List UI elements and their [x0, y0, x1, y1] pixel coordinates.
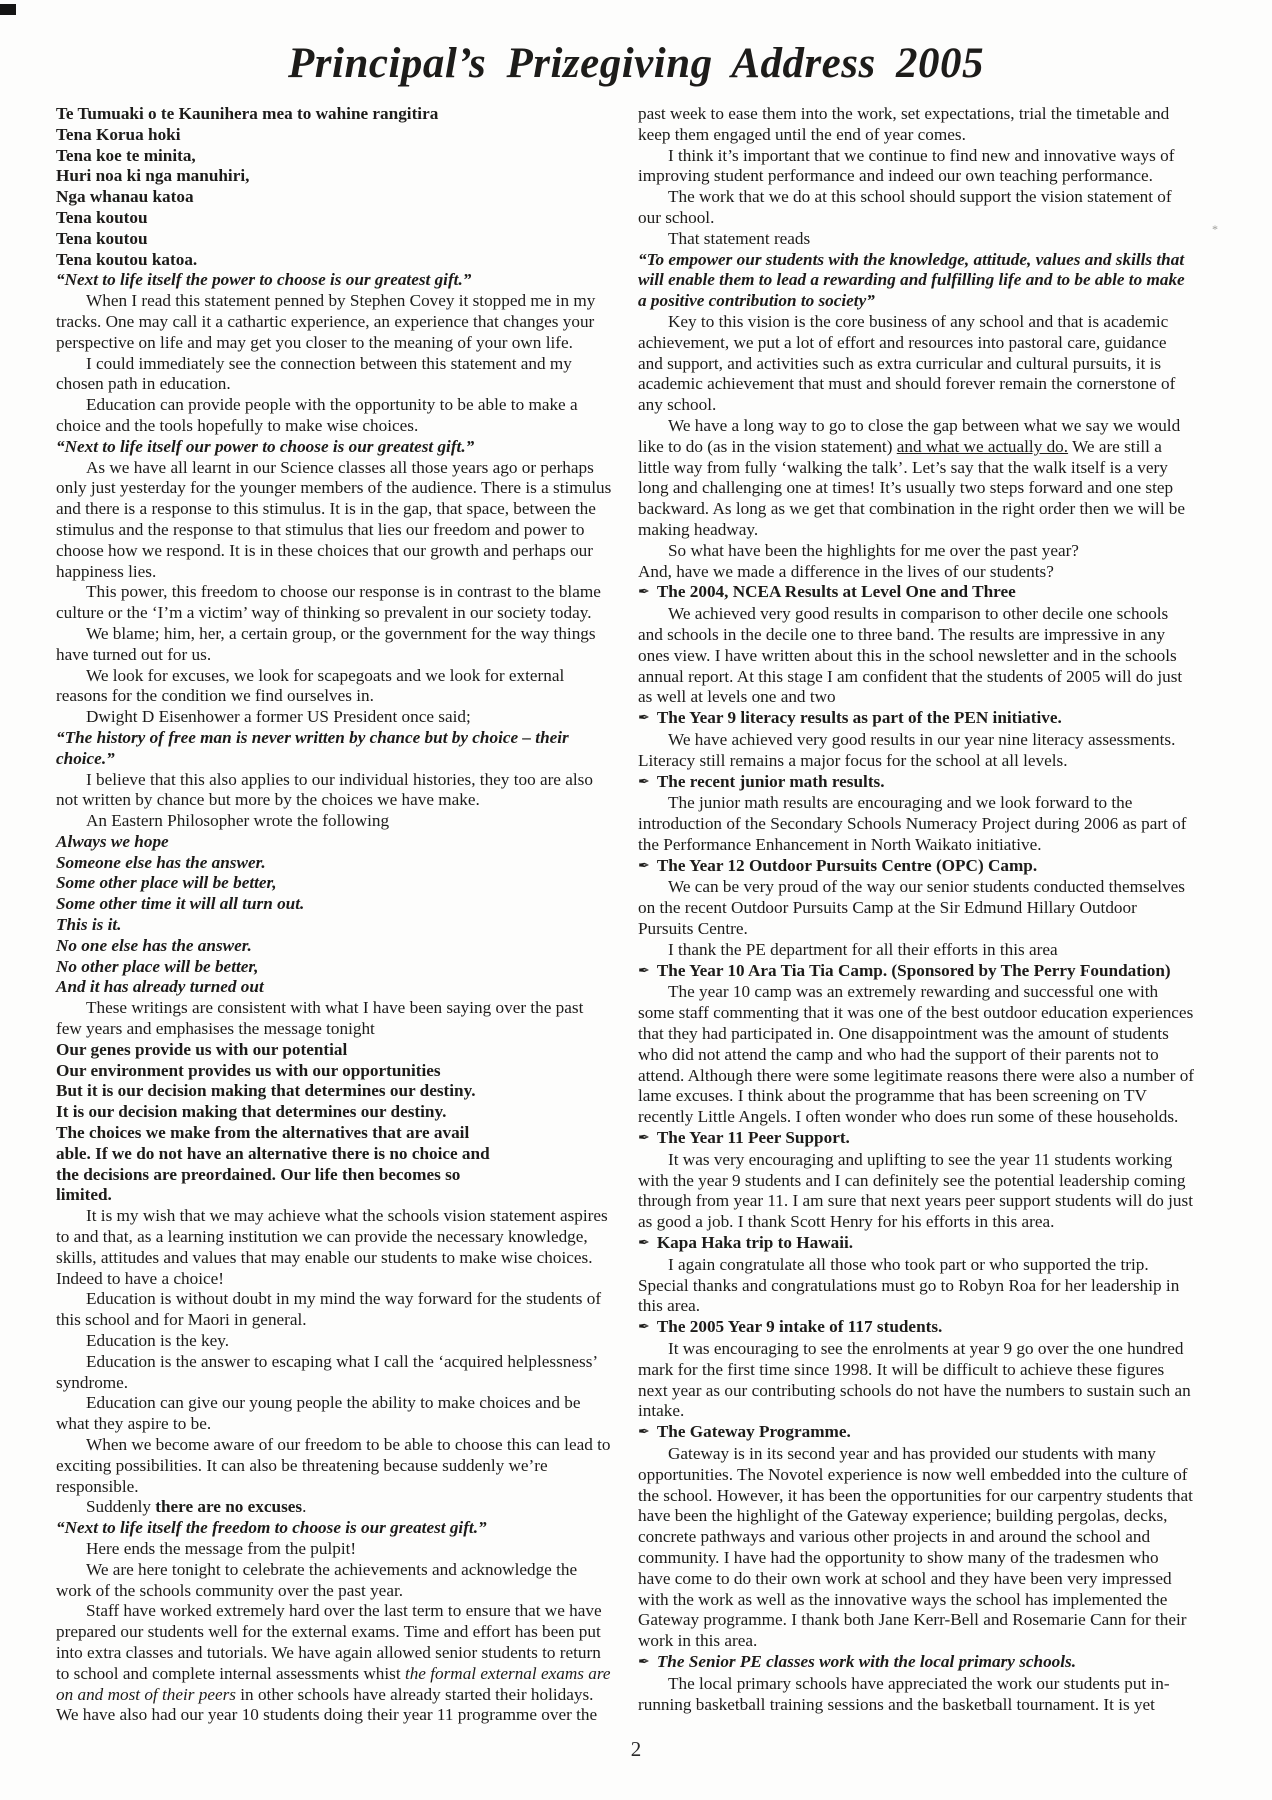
text-segment: But it is our decision making that determines our destiny. — [56, 1081, 476, 1101]
text-segment: able. If we do not have an alternative there is no choice and — [56, 1143, 490, 1163]
text-segment: Education can provide people with the opportunity to be able to make a choice and the tools hopefully to make wise choices. — [56, 395, 578, 435]
text-segment: The 2005 Year 9 intake of 117 students. — [656, 1317, 943, 1337]
paragraph — [56, 1144, 612, 1165]
text-segment: Some other time it will all turn out. — [56, 894, 305, 914]
pen-bullet-icon: ✒ — [638, 1319, 650, 1336]
text-segment: We achieved very good results in comparison to other decile one schools and schools in the decile one to three band. The results are impressive in any ones view. I have written about this in the school newsletter and in the schools annual report. At this stage I am confident that the students of 2005 will do just as well at levels one and two — [638, 604, 1183, 707]
text-segment: We can be very proud of the way our senior students conducted themselves on the recent Outdoor Pursuits Camp at the Sir Edmund Hillary Outdoor Pursuits Centre. — [638, 877, 1185, 939]
pen-bullet-icon: ✒ — [638, 1424, 650, 1441]
paragraph — [56, 146, 612, 167]
pen-bullet-icon: ✒ — [638, 773, 650, 790]
paragraph — [56, 1539, 612, 1560]
pen-bullet-icon: ✒ — [638, 710, 650, 727]
section-heading — [638, 582, 1194, 604]
text-segment: The 2004, NCEA Results at Level One and Three — [656, 582, 1016, 602]
paragraph — [638, 877, 1194, 939]
paragraph — [638, 229, 1194, 250]
text-segment: Suddenly — [86, 1497, 156, 1517]
text-segment: Tena koutou katoa. — [56, 249, 198, 269]
paragraph — [56, 1601, 612, 1726]
paragraph — [638, 1674, 1194, 1716]
paragraph — [638, 1255, 1194, 1317]
text-segment: As we have all learnt in our Science classes all those years ago or perhaps only just yesterday for the younger members of the audience. There is a stimulus and there is a response to this stimulus. It is in the gap, that space, between the stimulus and the response to that stimulus that lies our freedom and power to choose how we respond. It is in these choices that our growth and perhaps our happiness lies. — [56, 457, 612, 581]
paragraph — [56, 166, 612, 187]
paragraph — [56, 853, 612, 874]
paragraph — [56, 582, 612, 624]
paragraph — [638, 1339, 1194, 1422]
text-segment: We are here tonight to celebrate the achievements and acknowledge the work of the schools community over the past year. — [56, 1559, 578, 1600]
paragraph — [56, 1518, 612, 1539]
text-segment: Here ends the message from the pulpit! — [86, 1538, 357, 1558]
text-segment: “Next to life itself the power to choose is our greatest gift.” — [56, 270, 472, 290]
paragraph — [638, 1444, 1194, 1652]
page-number: 2 — [630, 1737, 642, 1761]
paragraph — [56, 936, 612, 957]
pen-bullet-icon: ✒ — [638, 962, 650, 979]
text-segment: The choices we make from the alternatives that are avail — [56, 1123, 470, 1143]
text-segment: This power, this freedom to choose our response is in contrast to the blame culture or the ‘I’m a victim’ way of thinking so prevalent in our society today. — [56, 582, 601, 623]
text-segment: there are no excuses — [155, 1497, 303, 1517]
text-segment: These writings are consistent with what I have been saying over the past few years and emphasises the message tonight — [56, 998, 584, 1039]
paragraph — [56, 1123, 612, 1144]
text-segment: The Year 10 Ara Tia Tia Camp. (Sponsored by The Perry Foundation) — [656, 960, 1171, 980]
section-heading — [638, 1128, 1194, 1150]
text-segment: The Gateway Programme. — [656, 1422, 851, 1442]
text-segment: It was encouraging to see the enrolments at year 9 go over the one hundred mark for the first time since 1998. It will be difficult to achieve these figures next year as our contributing schools do not have the numbers to sustain such an intake. — [638, 1339, 1191, 1421]
section-heading — [638, 856, 1194, 878]
paragraph — [56, 1560, 612, 1602]
text-segment: The Year 11 Peer Support. — [656, 1128, 850, 1148]
text-segment: We have achieved very good results in our year nine literacy assessments. Literacy still remains a major focus for the school at all levels. — [638, 729, 1176, 770]
text-segment: Some other place will be better, — [56, 873, 277, 893]
scan-artifact: * — [1212, 222, 1218, 236]
paragraph — [56, 811, 612, 832]
paragraph — [638, 541, 1194, 562]
paragraph — [638, 940, 1194, 961]
pen-bullet-icon: ✒ — [638, 857, 650, 874]
text-segment: Kapa Haka trip to Hawaii. — [656, 1233, 854, 1253]
paragraph — [56, 707, 612, 728]
text-segment: Dwight D Eisenhower a former US President once said; — [86, 707, 471, 727]
paragraph — [56, 1497, 612, 1518]
paragraph — [56, 354, 612, 396]
text-segment: I believe that this also applies to our individual histories, they too are also not written by chance but more by the choices we have make. — [56, 769, 593, 810]
pen-bullet-icon: ✒ — [638, 584, 650, 601]
text-segment: and what we actually do. — [896, 436, 1069, 456]
paragraph — [638, 104, 1194, 146]
text-segment: Nga whanau katoa — [56, 187, 194, 207]
paragraph — [56, 250, 612, 271]
paragraph — [638, 730, 1194, 772]
section-heading — [638, 1233, 1194, 1255]
text-segment: Tena koutou — [56, 228, 148, 248]
paragraph — [638, 982, 1194, 1128]
pen-bullet-icon: ✒ — [638, 1130, 650, 1147]
section-heading — [638, 1317, 1194, 1339]
text-segment: . — [302, 1497, 307, 1517]
paragraph — [56, 1165, 612, 1186]
text-segment: The junior math results are encouraging and we look forward to the introduction of the Secondary Schools Numeracy Project during 2006 as part of the Performance Enhancement in North Waikato initiative. — [638, 793, 1187, 854]
text-segment: It is our decision making that determines our destiny. — [56, 1102, 447, 1122]
text-segment: No one else has the answer. — [56, 935, 252, 955]
text-segment: Gateway is in its second year and has provided our students with many opportunities. The Novotel experience is now well embedded into the culture of the school. However, it has been the opportunities for our carpentry students that have been the highlight of the Gateway experience; building pergolas, decks, concrete pathways and various other projects in and around the school and community. I have had the opportunity to show many of the tradesmen who have come to do their own work at school and they have been very impressed with the work as well as the innovative ways the school has implemented the Gateway programme. I thank both Jane Kerr-Bell and Rosemarie Cann for their work in this area. — [638, 1444, 1193, 1651]
text-segment: The work that we do at this school should support the vision statement of our school. — [638, 187, 1172, 227]
text-segment: I could immediately see the connection between this statement and my chosen path in education. — [56, 353, 572, 394]
paragraph — [56, 1435, 612, 1497]
text-segment: That statement reads — [668, 228, 811, 248]
left-column — [56, 104, 612, 1726]
paragraph — [56, 957, 612, 978]
paragraph — [56, 1081, 612, 1102]
text-segment: The Year 12 Outdoor Pursuits Centre (OPC) Camp. — [656, 855, 1038, 875]
paragraph — [56, 125, 612, 146]
text-segment: Key to this vision is the core business of any school and that is academic achievement, we put a lot of effort and resources into pastoral care, guidance and support, and activities such as extra curricular and cultural pursuits, it is academic achievement that must and should forever remain the cornerstone of any school. — [638, 311, 1176, 415]
section-heading — [638, 1422, 1194, 1444]
page-title: Principal’s Prizegiving Address 2005 — [288, 40, 984, 87]
section-heading — [638, 1652, 1194, 1674]
paragraph — [56, 1040, 612, 1061]
text-segment: Tena koutou — [56, 207, 148, 227]
paragraph — [638, 604, 1194, 708]
text-segment: “Next to life itself the freedom to choose is our greatest gift.” — [56, 1518, 487, 1538]
paragraph — [56, 104, 612, 125]
paragraph — [56, 1185, 612, 1206]
paragraph — [56, 894, 612, 915]
text-segment: the decisions are preordained. Our life then becomes so — [56, 1164, 461, 1184]
paragraph — [638, 312, 1194, 416]
text-segment: Tena koe te minita, — [56, 145, 196, 165]
paragraph — [56, 229, 612, 250]
paragraph — [56, 998, 612, 1040]
paragraph — [56, 270, 612, 291]
text-segment: I think it’s important that we continue to find new and innovative ways of improving student performance and indeed our own teaching performance. — [638, 145, 1175, 186]
text-segment: Always we hope — [56, 831, 169, 851]
paragraph — [56, 1393, 612, 1435]
paragraph — [56, 1352, 612, 1394]
scan-corner-mark — [0, 4, 16, 15]
text-segment: The recent junior math results. — [656, 771, 885, 791]
text-segment: And, have we made a difference in the lives of our students? — [638, 561, 1054, 581]
pen-bullet-icon: ✒ — [638, 1653, 650, 1670]
text-segment: “To empower our students with the knowledge, attitude, values and skills that will enable them to lead a rewarding and fulfilling life and to be able to make a positive contribution to society” — [638, 249, 1185, 311]
text-segment: past week to ease them into the work, set expectations, trial the timetable and keep them engaged until the end of year comes. — [638, 104, 1170, 144]
paragraph — [56, 873, 612, 894]
paragraph — [56, 977, 612, 998]
text-segment: I thank the PE department for all their efforts in this area — [668, 939, 1058, 959]
section-heading — [638, 708, 1194, 730]
two-column-layout — [0, 88, 1272, 1726]
paragraph — [56, 1102, 612, 1123]
text-segment: It was very encouraging and uplifting to see the year 11 students working with the year 9 students and I can definitely see the potential leadership coming through from year 11. I am sure that next years peer support students will do just as good a job. I thank Scott Henry for his efforts in this area. — [638, 1149, 1193, 1232]
paragraph — [56, 1206, 612, 1289]
text-segment: The year 10 camp was an extremely rewarding and successful one with some staff commenting that it was one of the best outdoor education experiences that they had participated in. One disappointment was the amount of students who did not attend the camp and who had the support of their parents not to attend. Although there were some legitimate reasons there were also a number of lame excuses. I think about the programme that has been screening on TV recently Little Angels. I often wonder who does run some of these households. — [638, 982, 1195, 1127]
text-segment: We are still a little way from fully ‘walking the talk’. Let’s say that the walk itself is a very long and challenging one at times! It’s usually two steps forward and one step backward. As long as we get that combination in the right order then we will be making headway. — [638, 436, 1185, 539]
text-segment: I again congratulate all those who took part or who supported the trip. Special thanks and congratulations must go to Robyn Roa for her leadership in this area. — [638, 1254, 1180, 1316]
text-segment: Te Tumuaki o te Kaunihera mea to wahine rangitira — [56, 104, 439, 123]
text-segment: Education is without doubt in my mind the way forward for the students of this school and for Maori in general. — [56, 1289, 602, 1330]
text-segment: Huri noa ki nga manuhiri, — [56, 166, 250, 186]
paragraph — [56, 666, 612, 708]
paragraph — [56, 208, 612, 229]
text-segment: Education is the answer to escaping what I call the ‘acquired helplessness’ syndrome. — [56, 1351, 597, 1392]
text-segment: Our environment provides us with our opportunities — [56, 1060, 441, 1080]
text-segment: This is it. — [56, 915, 122, 935]
paragraph — [56, 291, 612, 353]
text-segment: The Senior PE classes work with the local primary schools. — [656, 1651, 1077, 1671]
text-segment: And it has already turned out — [56, 977, 264, 997]
pen-bullet-icon: ✒ — [638, 1235, 650, 1252]
paragraph — [56, 458, 612, 583]
paragraph — [56, 832, 612, 853]
paragraph — [56, 1289, 612, 1331]
paragraph — [638, 793, 1194, 855]
paragraph — [56, 395, 612, 437]
text-segment: Staff have worked extremely hard over the last term to ensure that we have prepared our students well for the external exams. Time and effort has been put into extra classes and tutorials. We have again allowed senior students to return to school and complete internal assessments whist — [56, 1601, 602, 1683]
text-segment: No other place will be better, — [56, 956, 259, 976]
right-column — [638, 104, 1194, 1726]
paragraph — [638, 250, 1194, 312]
section-heading — [638, 961, 1194, 983]
text-segment: “The history of free man is never written by chance but by choice – their choice.” — [56, 727, 569, 768]
paragraph — [56, 915, 612, 936]
paragraph — [56, 1331, 612, 1352]
paragraph — [56, 1061, 612, 1082]
text-segment: Someone else has the answer. — [56, 852, 266, 872]
paragraph — [56, 437, 612, 458]
text-segment: Tena Korua hoki — [56, 124, 181, 144]
text-segment: We blame; him, her, a certain group, or the government for the way things have turned out for us. — [56, 623, 596, 664]
text-segment: Education can give our young people the ability to make choices and be what they aspire to be. — [56, 1393, 581, 1434]
paragraph — [638, 416, 1194, 541]
text-segment: The local primary schools have appreciated the work our students put in- running basketball training sessions and the basketball tournament. It is yet — [638, 1673, 1170, 1714]
paragraph — [638, 1150, 1194, 1233]
text-segment: the formal external exams are on and most of their peers — [56, 1663, 611, 1704]
paragraph — [638, 562, 1194, 583]
paragraph — [638, 187, 1194, 229]
text-segment: So what have been the highlights for me over the past year? — [668, 540, 1079, 560]
text-segment: in other schools have already started their holidays. We have also had our year 10 students doing their year 11 programme over the — [56, 1684, 598, 1725]
text-segment: We have a long way to go to close the gap between what we say we would like to do (as in the vision statement) — [638, 415, 1181, 456]
text-segment: When we become aware of our freedom to be able to choose this can lead to exciting possibilities. It can also be threatening because suddenly we’re responsible. — [56, 1435, 611, 1496]
paragraph — [56, 187, 612, 208]
text-segment: We look for excuses, we look for scapegoats and we look for external reasons for the condition we find ourselves in. — [56, 665, 565, 706]
section-heading — [638, 772, 1194, 794]
text-segment: Education is the key. — [86, 1331, 230, 1351]
paragraph — [56, 624, 612, 666]
paragraph — [638, 146, 1194, 188]
text-segment: limited. — [56, 1185, 112, 1205]
text-segment: When I read this statement penned by Stephen Covey it stopped me in my tracks. One may call it a cathartic experience, an experience that changes your perspective on life and may get you closer to the meaning of your own life. — [56, 291, 596, 352]
text-segment: “Next to life itself our power to choose is our greatest gift.” — [56, 436, 475, 456]
text-segment: Our genes provide us with our potential — [56, 1039, 348, 1059]
text-segment: An Eastern Philosopher wrote the following — [86, 811, 390, 831]
paragraph — [56, 728, 612, 770]
text-segment: The Year 9 literacy results as part of the PEN initiative. — [656, 708, 1062, 728]
paragraph — [56, 770, 612, 812]
text-segment: It is my wish that we may achieve what the schools vision statement aspires to and that, as a learning institution we can provide the necessary knowledge, skills, attitudes and values that may enable our students to make wise choices. Indeed to have a choice! — [56, 1206, 608, 1288]
